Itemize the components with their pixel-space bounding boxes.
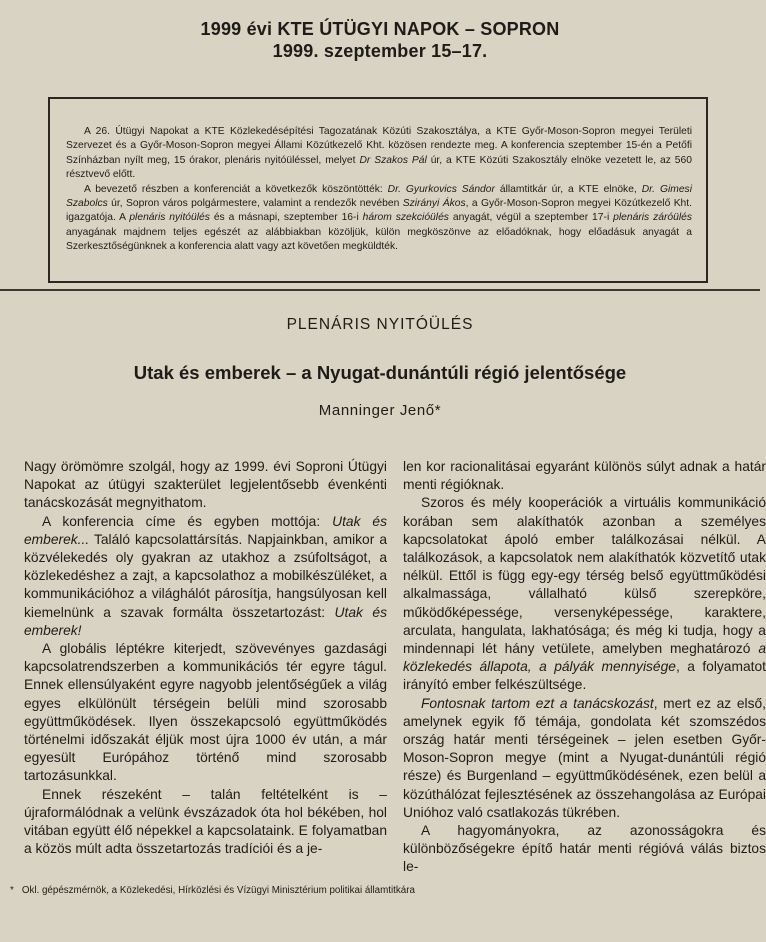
divider: [0, 289, 760, 291]
intro-text: államtitkár úr, a KTE elnöke,: [494, 183, 642, 195]
body-text: Szoros és mély kooperációk a virtuális kommunikáció korában sem alakíthatók azonban a személyes kapcsolatokat ápoló ember találkozásai nélkül. A találkozások, a kapcsolatok nem alakíthatók közvetítő utak nélkül. Ettől is függ egy-egy térség belső együttműködési alkalmassága, vállalható külső szerepköre, működőképessége, versenyképessége, karaktere, arculata, hangulata, lakhatósága; és még ki tudja, hogy a mindennapi lét hány vetülete, amelyben meghatározó: [403, 495, 766, 657]
intro-paragraph-1: [66, 125, 692, 183]
body-paragraph: [24, 513, 387, 640]
intro-text: anyagát, végül a szeptember 17-i: [448, 212, 614, 224]
body-text: , mert ez az első, amelynek egyik fő témája, gondolata két szomszédos ország határ menti térségeinek – jelen esetben Győr-Moson-Sopron megye (mint a Nyugat-dunántúli régió része) és Burgenland – együttműködésének, ezen belül a közúthálózat fejlesztésének az összehangolása az Európai Unióhoz való csatlakozás tükrében.: [403, 695, 766, 820]
conference-header: [0, 18, 760, 62]
body-text: Találó kapcsolattársítás. Napjainkban, amikor a közvélekedés oly gyakran az utakhoz a zsúfoltságot, a közlekedéshez a zajt, a kapcsolathoz a mobilkészüléket, a kommunikációhoz a világhálót párosítja, hangsúlyosan kell kiemelnünk a szavak formálta összetartozást:: [24, 531, 387, 620]
body-paragraph: [403, 695, 766, 822]
body-text: , a folyamatot irányító ember felkészültsége.: [403, 659, 766, 693]
intro-text: anyagának majdnem teljes egészét az alábbiakban közöljük, külön megköszönve az előadóknak, hogy előadásuk anyagát a Szerkesztőségünknek a konferencia alatt vagy azt követően megküldték.: [66, 226, 692, 253]
intro-name: Dr. Gimesi Szabolcs: [66, 183, 692, 210]
intro-text: A 26. Útügyi Napokat a KTE Közlekedésépítési Tagozatának Közúti Szakosztálya, a KTE Győr-Moson-Sopron megyei Területi Szervezet és a Győr-Moson-Sopron megyei Állami Közútkezelő Kht. közösen rendezte meg. A konferencia szeptember 15-én a Petőfi Színházban nyílt meg, 15 órakor, plenáris nyitóüléssel, melyet: [66, 126, 692, 166]
conference-dates: 1999. szeptember 15–17.: [272, 41, 488, 61]
intro-box: [48, 97, 708, 283]
body-paragraph: Nagy örömömre szolgál, hogy az 1999. évi Soproni Útügyi Napokat az útügyi szakterület legjelentősebb évenkénti tanácskozását megnyithatom.: [24, 459, 387, 511]
body-paragraph: [403, 494, 766, 694]
intro-name: Dr Szakos Pál: [359, 154, 427, 166]
intro-text: és a másnapi, szeptember 16-i: [209, 212, 363, 224]
intro-emphasis: plenáris záróülés: [613, 212, 692, 224]
body-text: A konferencia címe és egyben mottója:: [42, 513, 333, 529]
intro-text: , a Győr-Moson-Sopron megyei Közútkezelő Kht. igazgatója. A: [66, 198, 693, 224]
body-paragraph: A hagyományokra, az azonosságokra és különbözőségekre építő határ menti régióvá válás biztos le-: [403, 823, 766, 875]
article-title: Utak és emberek – a Nyugat-dunántúli régió jelentősége: [133, 362, 627, 383]
intro-text: úr, Sopron város polgármestere, valamint a rendezők nevében: [107, 198, 403, 210]
footnote-mark: *: [10, 885, 14, 896]
section-label: PLENÁRIS NYITÓÜLÉS: [286, 316, 474, 333]
intro-text: A bevezető részben a konferenciát a következők köszöntötték:: [84, 183, 388, 195]
body-paragraph: len kor racionalitásai egyaránt különös súlyt adnak a határ menti régióknak.: [403, 459, 766, 493]
left-column: [24, 458, 387, 858]
intro-emphasis: három szekcióülés: [362, 212, 449, 224]
body-emphasis: a közlekedés állapota, a pályák mennyisége: [403, 641, 766, 675]
body-emphasis: Utak és emberek...: [24, 513, 387, 547]
intro-name: Dr. Gyurkovics Sándor: [387, 183, 495, 195]
footnote: [0, 885, 760, 896]
footnote-text: Okl. gépészmérnök, a Közlekedési, Hírközlési és Vízügyi Minisztérium politikai államtitkára: [21, 885, 415, 896]
intro-text: úr, a KTE Közúti Szakosztály elnöke vezetett le, az 560 résztvevő előtt.: [66, 154, 692, 181]
intro-paragraph-2: [66, 183, 692, 255]
intro-emphasis: plenáris nyitóülés: [129, 212, 210, 224]
body-emphasis: Fontosnak tartom ezt a tanácskozást: [421, 695, 654, 711]
article-author: Manninger Jenő*: [318, 402, 442, 419]
right-column: [403, 458, 766, 877]
intro-name: Szirányi Ákos: [402, 198, 466, 210]
body-emphasis: Utak és emberek!: [24, 604, 387, 638]
body-paragraph: A globális léptékre kiterjedt, szövevényes gazdasági kapcsolatrendszerben a kommunikációs tér egyre tágul. Ennek ellensúlyaként egyre nagyobb jelentőségűek a világ egyes elkülönült térségein belüli mind szorosabb együttműködések. Ilyen összekapcsoló együttműködés történelmi időszakát éljük most újra 1000 év után, a már egyesült Európához történő mind szorosabb tartozásunkkal.: [24, 641, 387, 784]
body-paragraph: Ennek részeként – talán feltételként is – újraformálódnak a velünk évszázadok óta hol békében, hol vitában együtt élő népekkel a kapcsolataink. E folyamatban a közös múlt adta összetartozás tradíciói és a je-: [24, 786, 387, 857]
conference-title: 1999 évi KTE ÚTÜGYI NAPOK – SOPRON: [200, 19, 560, 39]
